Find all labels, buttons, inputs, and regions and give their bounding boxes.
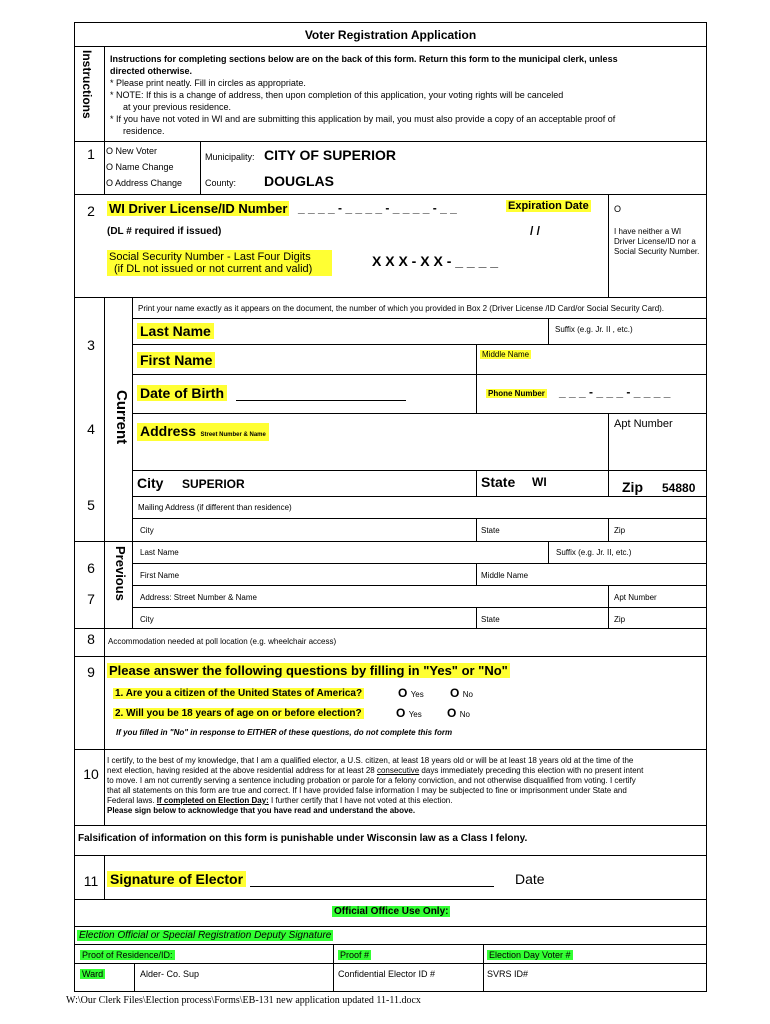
phone-label: Phone Number [488,389,545,398]
citizen-yes-option[interactable] [398,686,424,700]
proof-of-residence-label: Proof of Residence/ID: [82,950,173,960]
city-label: City [137,475,164,491]
prev-state-label: State [481,615,500,624]
age-yes-option[interactable] [396,706,422,720]
instructions-bullet: * NOTE: If this is a change of address, then upon completion of this application, your voting rights will be canceled [110,90,564,100]
election-day-voter-label: Election Day Voter # [489,950,571,960]
suffix-label: Suffix (e.g. Jr. II , etc.) [555,325,633,334]
section-number: 4 [87,421,95,437]
ssn-label-box [107,250,332,276]
ssn-note: (if DL not issued or not current and valid) [114,263,313,275]
section-number: 6 [87,560,95,576]
accommodation-label: Accommodation needed at poll location (e.g. wheelchair access) [108,637,337,646]
date-label: Date [515,871,545,887]
mailing-zip-label: Zip [614,526,626,535]
instructions-bullet: * Please print neatly. Fill in circles as appropriate. [110,78,306,88]
no-label: No [462,690,473,699]
zip-label: Zip [622,479,643,495]
prev-apt-label: Apt Number [614,593,657,602]
age-question: 2. Will you be 18 years of age on or before election? [115,708,362,719]
prev-address-label: Address: Street Number & Name [140,593,257,602]
section-number: 5 [87,497,95,513]
dl-label: WI Driver License/ID Number [109,201,288,216]
form-title: Voter Registration Application [304,28,477,42]
dob-field[interactable] [236,400,406,401]
instructions-side-label: Instructions [80,50,94,119]
prev-suffix-label: Suffix (e.g. Jr. II, etc.) [556,548,632,557]
certification-text [107,756,705,816]
ward-label: Ward [82,969,104,979]
yes-circle: O [396,706,406,720]
certification-line: that all statements on this form are true and correct. If I have provided false information I may be subjected to fine or imprisonment under State and [107,786,627,795]
zip-value[interactable]: 54880 [662,481,696,495]
section-number: 8 [87,631,95,647]
last-name-label: Last Name [137,323,214,339]
signature-label: Signature of Elector [107,871,246,887]
state-value[interactable]: WI [532,475,547,489]
name-change-option[interactable]: O Name Change [106,162,174,172]
address-label-box [137,423,269,441]
certification-line: to move. I am not currently serving a sentence including probation or parole for a felony conviction, and not otherwise disqualified from voting. I certify [107,776,636,785]
ssn-label: Social Security Number - Last Four Digits [109,251,311,263]
address-change-option[interactable]: O Address Change [106,178,183,188]
yes-label: Yes [410,690,424,699]
mailing-city-label: City [140,526,154,535]
expiration-date-field[interactable]: / / [530,224,541,238]
previous-side-label: Previous [113,546,128,601]
certification-line: Federal laws. If completed on Election Day: I further certify that I have not voted at this election. [107,796,453,805]
no-circle: O [450,686,460,700]
current-side-label: Current [113,390,130,445]
address-sub-label: Street Number & Name [200,432,266,438]
certification-line: Please sign below to acknowledge that you have read and understand the above. [107,806,416,815]
municipality-label: Municipality: [205,152,255,162]
first-name-label: First Name [137,352,215,368]
prev-first-name-label: First Name [140,571,180,580]
instructions-line: directed otherwise. [110,66,193,76]
new-voter-option[interactable]: O New Voter [106,146,158,156]
instructions-bullet-cont: residence. [123,126,165,136]
neither-circle[interactable]: O [614,204,622,214]
mailing-address-label: Mailing Address (if different than residence) [138,503,292,512]
proof-number-label: Proof # [340,950,370,960]
county-label: County: [205,178,237,188]
official-signature-label: Election Official or Special Registration Deputy Signature [79,930,332,941]
neither-text: I have neither a WI Driver License/ID nor a Social Security Number. [614,227,700,256]
felony-warning: Falsification of information on this form is punishable under Wisconsin law as a Class I felony. [78,833,528,844]
section-number: 2 [87,203,95,219]
prev-last-name-label: Last Name [140,548,179,557]
age-no-option[interactable] [447,706,470,720]
dob-label: Date of Birth [137,385,227,401]
question-heading: Please answer the following questions by filling in "Yes" or "No" [109,663,508,678]
no-answer-note: If you filled in "No" in response to EITHER of these questions, do not complete this form [116,728,453,737]
instructions-bullet: * If you have not voted in WI and are submitting this application by mail, you must also provide a copy of an acceptable proof of [110,114,616,124]
section-number: 11 [83,873,99,889]
county-value[interactable]: DOUGLAS [264,173,334,189]
file-path-footer: W:\Our Clerk Files\Election process\Forms\EB-131 new application updated 11-11.docx [66,995,421,1006]
no-circle: O [447,706,457,720]
expiration-label: Expiration Date [508,200,589,212]
prev-city-label: City [140,615,154,624]
phone-field[interactable]: _ _ _ - _ _ _ - _ _ _ _ [559,385,671,399]
prev-middle-name-label: Middle Name [481,571,529,580]
city-value[interactable]: SUPERIOR [182,477,245,491]
municipality-value[interactable]: CITY OF SUPERIOR [264,147,396,163]
yes-circle: O [398,686,408,700]
mailing-state-label: State [481,526,500,535]
section-number: 9 [87,664,95,680]
section-number: 10 [83,766,99,782]
ssn-field[interactable]: X X X - X X - _ _ _ _ [372,253,499,269]
svrs-id-label: SVRS ID# [487,969,529,979]
apt-label: Apt Number [614,418,673,430]
confidential-id-label: Confidential Elector ID # [338,969,436,979]
section-number: 1 [87,146,95,162]
alder-label: Alder- Co. Sup [140,969,200,979]
instructions-bullet-cont: at your previous residence. [123,102,232,112]
yes-label: Yes [408,710,422,719]
middle-name-label: Middle Name [482,350,530,359]
state-label: State [481,474,516,490]
prev-zip-label: Zip [614,615,626,624]
section-number: 7 [87,591,95,607]
dl-number-field[interactable]: _ _ _ _ - _ _ _ _ - _ _ _ _ - _ _ [298,201,457,215]
print-name-note: Print your name exactly as it appears on the document, the number of which you provided in Box 2 (Driver License /ID Card/or Social Security Card). [138,304,665,313]
certification-line: next election, having resided at the above residential address for at least 28 consecutive days immediately preceding this election with no present intent [107,766,644,775]
citizen-question: 1. Are you a citizen of the United States of America? [115,688,363,699]
office-use-heading: Official Office Use Only: [334,906,449,917]
section-number: 3 [87,337,95,353]
signature-field[interactable] [250,886,494,887]
dl-note: (DL # required if issued) [107,226,222,237]
certification-line: I certify, to the best of my knowledge, that I am a qualified elector, a U.S. citizen, at least 18 years old or will be at least 18 years old at the time of the [107,756,634,765]
address-label: Address [140,423,197,439]
no-label: No [459,710,470,719]
instructions-block [110,53,702,137]
citizen-no-option[interactable] [450,686,473,700]
instructions-line: Instructions for completing sections below are on the back of this form. Return this form to the municipal clerk, unless [110,54,618,64]
